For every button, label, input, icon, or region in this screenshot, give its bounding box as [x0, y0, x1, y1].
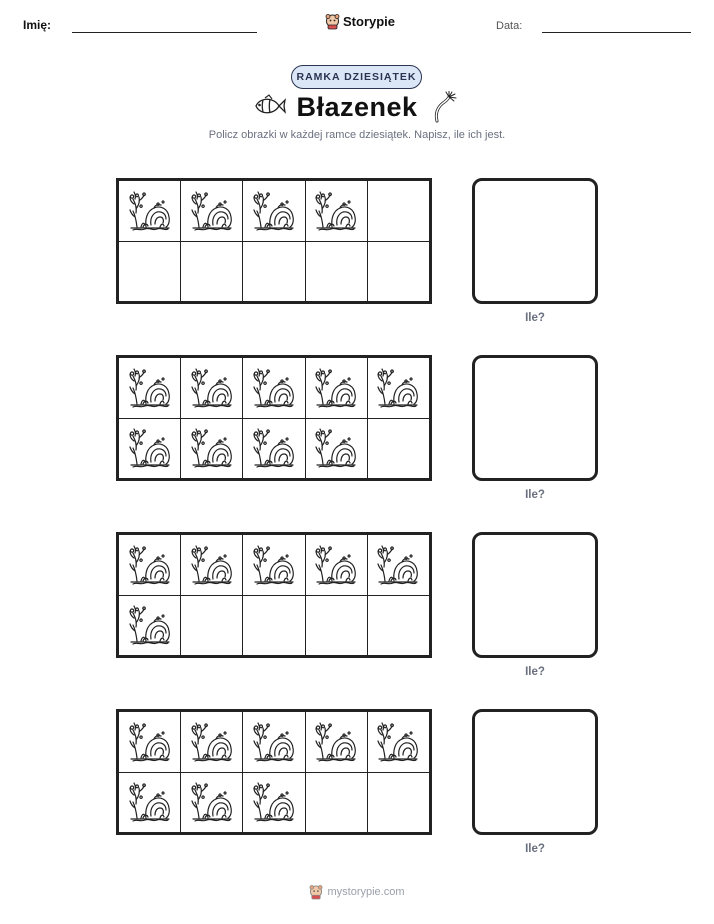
coral-reef-icon — [375, 720, 421, 764]
ten-frame-cell — [181, 596, 242, 656]
coral-reef-icon — [375, 366, 421, 410]
ten-frame-cell — [368, 242, 429, 302]
question-label-1: Ile? — [525, 312, 545, 324]
coral-reef-icon — [189, 543, 235, 587]
coral-reef-icon — [189, 426, 235, 470]
footer — [0, 884, 714, 900]
answer-box-4[interactable] — [472, 709, 598, 835]
coral-reef-icon — [189, 780, 235, 824]
ten-frame-cell — [119, 773, 180, 833]
ten-frame-cell — [243, 242, 304, 302]
ten-frame-cell — [368, 773, 429, 833]
coral-reef-icon — [251, 366, 297, 410]
question-label-2: Ile? — [525, 489, 545, 501]
ten-frame-cell — [181, 535, 242, 595]
name-line[interactable] — [72, 32, 257, 33]
coral-reef-icon — [127, 780, 173, 824]
coral-reef-icon — [127, 366, 173, 410]
ten-frame-cell — [243, 181, 304, 241]
ten-frame-cell — [243, 419, 304, 479]
coral-reef-icon — [251, 780, 297, 824]
ten-frame-cell — [306, 773, 367, 833]
brand-logo — [325, 13, 395, 30]
ten-frame-cell — [368, 419, 429, 479]
ten-frame-cell — [306, 419, 367, 479]
coral-reef-icon — [375, 543, 421, 587]
ten-frame-cell — [306, 712, 367, 772]
storypie-logo-icon — [325, 13, 340, 30]
coral-reef-icon — [313, 426, 359, 470]
coral-reef-icon — [313, 720, 359, 764]
ten-frame-cell — [243, 358, 304, 418]
ten-frame-cell — [306, 535, 367, 595]
ten-frame-cell — [119, 358, 180, 418]
ten-frame-cell — [181, 712, 242, 772]
ten-frame-cell — [368, 358, 429, 418]
worksheet-badge: RAMKA DZIESIĄTEK — [291, 65, 422, 89]
ten-frame-cell — [181, 181, 242, 241]
coral-reef-icon — [127, 543, 173, 587]
coral-reef-icon — [251, 426, 297, 470]
sea-worm-icon — [432, 91, 458, 123]
ten-frame-cell — [368, 181, 429, 241]
coral-reef-icon — [127, 426, 173, 470]
answer-box-2[interactable] — [472, 355, 598, 481]
coral-reef-icon — [127, 189, 173, 233]
coral-reef-icon — [189, 366, 235, 410]
ten-frame-cell — [243, 596, 304, 656]
ten-frame-cell — [368, 535, 429, 595]
instruction-text: Policz obrazki w każdej ramce dziesiątek. Napisz, ile ich jest. — [208, 129, 506, 141]
ten-frame-cell — [306, 596, 367, 656]
coral-reef-icon — [313, 189, 359, 233]
ten-frame-cell — [368, 596, 429, 656]
answer-box-1[interactable] — [472, 178, 598, 304]
ten-frame-cell — [181, 358, 242, 418]
footer-url: mystorypie.com — [327, 886, 405, 898]
ten-frame-2 — [116, 355, 432, 481]
coral-reef-icon — [127, 603, 173, 647]
question-label-4: Ile? — [525, 843, 545, 855]
coral-reef-icon — [251, 720, 297, 764]
ten-frame-cell — [306, 242, 367, 302]
ten-frame-1 — [116, 178, 432, 304]
ten-frame-cell — [243, 535, 304, 595]
name-label: Imię: — [23, 18, 52, 32]
ten-frame-cell — [119, 596, 180, 656]
ten-frame-cell — [181, 773, 242, 833]
page-title: Błazenek — [296, 92, 418, 122]
ten-frame-cell — [306, 181, 367, 241]
ten-frame-cell — [119, 419, 180, 479]
ten-frame-cell — [368, 712, 429, 772]
ten-frame-cell — [119, 181, 180, 241]
ten-frame-cell — [243, 773, 304, 833]
answer-box-3[interactable] — [472, 532, 598, 658]
question-label-3: Ile? — [525, 666, 545, 678]
ten-frame-3 — [116, 532, 432, 658]
ten-frame-cell — [306, 358, 367, 418]
ten-frame-cell — [243, 712, 304, 772]
date-line[interactable] — [542, 32, 691, 33]
coral-reef-icon — [313, 366, 359, 410]
ten-frame-cell — [119, 712, 180, 772]
storypie-logo-icon — [309, 884, 323, 900]
coral-reef-icon — [127, 720, 173, 764]
date-label: Data: — [496, 20, 523, 32]
coral-reef-icon — [189, 720, 235, 764]
ten-frame-cell — [119, 535, 180, 595]
coral-reef-icon — [189, 189, 235, 233]
ten-frame-4 — [116, 709, 432, 835]
ten-frame-cell — [181, 242, 242, 302]
coral-reef-icon — [251, 543, 297, 587]
ten-frame-cell — [181, 419, 242, 479]
coral-reef-icon — [251, 189, 297, 233]
coral-reef-icon — [313, 543, 359, 587]
brand-name: Storypie — [343, 14, 396, 29]
ten-frame-cell — [119, 242, 180, 302]
